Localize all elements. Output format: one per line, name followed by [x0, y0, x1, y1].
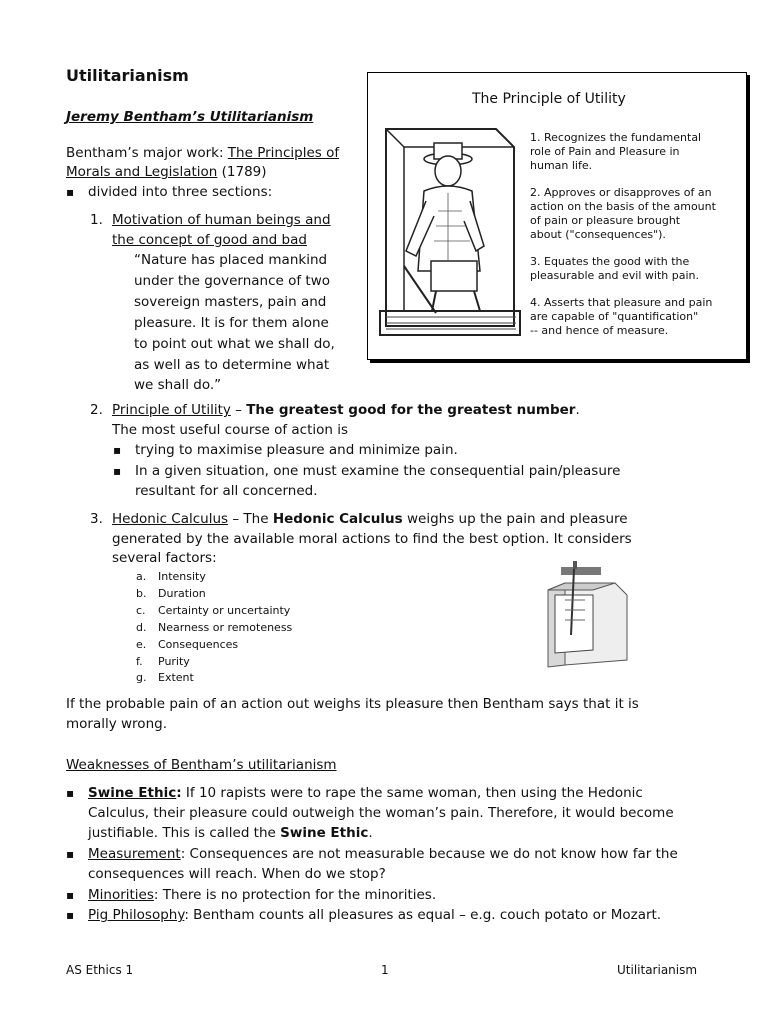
factor-letter: a. [136, 570, 147, 583]
factor-text: Consequences [158, 638, 239, 651]
quote-line: under the governance of two [134, 273, 331, 289]
section3-line2: generated by the available moral actions to find the best option. It considers [112, 531, 632, 547]
section3-line1 [112, 509, 628, 529]
measurement-label: Measurement [88, 846, 181, 862]
swine-text: If 10 rapists were to rape the same woman, then using the Hedonic [181, 785, 643, 801]
page-title: Utilitarianism [66, 66, 189, 85]
factor-letter: b. [136, 587, 147, 600]
factor-text: Purity [158, 655, 190, 668]
weakness-minorities [88, 885, 436, 905]
pig-label: Pig Philosophy [88, 907, 185, 923]
box-item-4-line: -- and hence of measure. [530, 324, 669, 337]
intro-line-1 [66, 143, 339, 163]
factor-letter: c. [136, 604, 146, 617]
section3-line3: several factors: [112, 550, 217, 566]
weakness-pig [88, 905, 661, 925]
section2-bullet-1: ▪ trying to maximise pleasure and minimize pain. [135, 440, 458, 460]
work-title-part1: The Principles of [227, 145, 340, 161]
footer-page-number: 1 [381, 963, 389, 977]
factor-letter: d. [136, 621, 147, 634]
section-subtitle: Jeremy Bentham’s Utilitarianism [66, 109, 314, 125]
factor-letter: g. [136, 671, 147, 684]
box-item-2-line: 2. Approves or disapproves of an [530, 186, 712, 199]
box-item-1-line: human life. [530, 159, 593, 172]
footer-right: Utilitarianism [617, 963, 698, 977]
work-year: (1789) [217, 164, 267, 180]
factor-text: Duration [158, 587, 206, 600]
box-item-2-line: about ("consequences"). [530, 228, 666, 241]
work-title-part2: Morals and Legislation [66, 164, 218, 180]
conclusion-line: If the probable pain of an action out weighs its pleasure then Bentham says that it is [66, 696, 639, 712]
box-item-4-line: 4. Asserts that pleasure and pain [530, 296, 713, 309]
footer-left: AS Ethics 1 [66, 963, 134, 977]
section1-heading-2: the concept of good and bad [112, 232, 307, 248]
box-item-3-line: 3. Equates the good with the [530, 255, 690, 268]
box-item-3-line: pleasurable and evil with pain. [530, 269, 699, 282]
factor-letter: f. [136, 655, 143, 668]
section2-bullet-2: ▪ In a given situation, one must examine the consequential pain/pleasure [135, 461, 620, 481]
quote-line: “Nature has placed mankind [134, 252, 328, 268]
minorities-label: Minorities [88, 887, 154, 903]
section3-rest: weighs up the pain and pleasure [402, 511, 628, 527]
section3-bold: Hedonic Calculus [272, 511, 403, 527]
section2-dash: – [230, 402, 247, 418]
swine-colon: : [176, 785, 182, 801]
section2-period: . [575, 402, 580, 418]
weakness-measurement-line1 [88, 844, 678, 864]
intro-prefix: Bentham’s major work: [66, 145, 228, 161]
factor-text: Extent [158, 671, 194, 684]
section2-bullet-2-cont: resultant for all concerned. [135, 483, 318, 499]
intro-line-2 [66, 162, 267, 182]
box-title: The Principle of Utility [472, 91, 626, 107]
weakness-swine-line1 [88, 783, 643, 803]
quote-line: pleasure. It is for them alone [134, 315, 329, 331]
quote-line: to point out what we shall do, [134, 336, 335, 352]
section2-motto: The greatest good for the greatest number [246, 402, 576, 418]
box-item-1-line: 1. Recognizes the fundamental [530, 131, 702, 144]
box-item-4-line: are capable of "quantification" [530, 310, 699, 323]
section3-number: 3. [90, 511, 103, 527]
section3-dash: – The [228, 511, 273, 527]
factor-text: Intensity [158, 570, 206, 583]
section3-heading: Hedonic Calculus [112, 511, 229, 527]
minorities-text: : There is no protection for the minorities. [153, 887, 437, 903]
quote-line: sovereign masters, pain and [134, 294, 327, 310]
swine-ethic-bold: Swine Ethic [280, 825, 369, 841]
swine-label: Swine Ethic [88, 785, 177, 801]
section2-number: 2. [90, 402, 103, 418]
intro-bullet: ▪ divided into three sections: [88, 182, 272, 202]
section1-heading-1: Motivation of human beings and [112, 212, 331, 228]
section2-heading-line [112, 400, 580, 420]
factor-text: Nearness or remoteness [158, 621, 293, 634]
quote-line: we shall do.” [134, 377, 222, 393]
quote-line: as well as to determine what [134, 357, 330, 373]
factor-text: Certainty or uncertainty [158, 604, 291, 617]
box-item-2-line: action on the basis of the amount [530, 200, 716, 213]
factor-letter: e. [136, 638, 147, 651]
weakness-measurement-line2: consequences will reach. When do we stop? [88, 866, 386, 882]
box-item-1-line: role of Pain and Pleasure in [530, 145, 680, 158]
weighing-scale-image [543, 555, 633, 670]
pig-text: : Bentham counts all pleasures as equal – e.g. couch potato or Mozart. [184, 907, 662, 923]
weakness-swine-line2: Calculus, their pleasure could outweigh the woman’s pain. Therefore, it would become [88, 805, 674, 821]
weaknesses-heading: Weaknesses of Bentham’s utilitarianism [66, 757, 337, 773]
bentham-auto-icon-image [376, 121, 524, 343]
weakness-swine-line3 [88, 823, 373, 843]
principle-of-utility-box [367, 72, 747, 360]
section2-heading: Principle of Utility [112, 402, 231, 418]
section1-number: 1. [90, 212, 103, 228]
section2-line2: The most useful course of action is [112, 422, 349, 438]
swine-period: . [368, 825, 373, 841]
measurement-text: : Consequences are not measurable because we do not know how far the [180, 846, 678, 862]
swine-text3: justifiable. This is called the [88, 825, 281, 841]
box-item-2-line: of pain or pleasure brought [530, 214, 681, 227]
conclusion-line: morally wrong. [66, 716, 167, 732]
